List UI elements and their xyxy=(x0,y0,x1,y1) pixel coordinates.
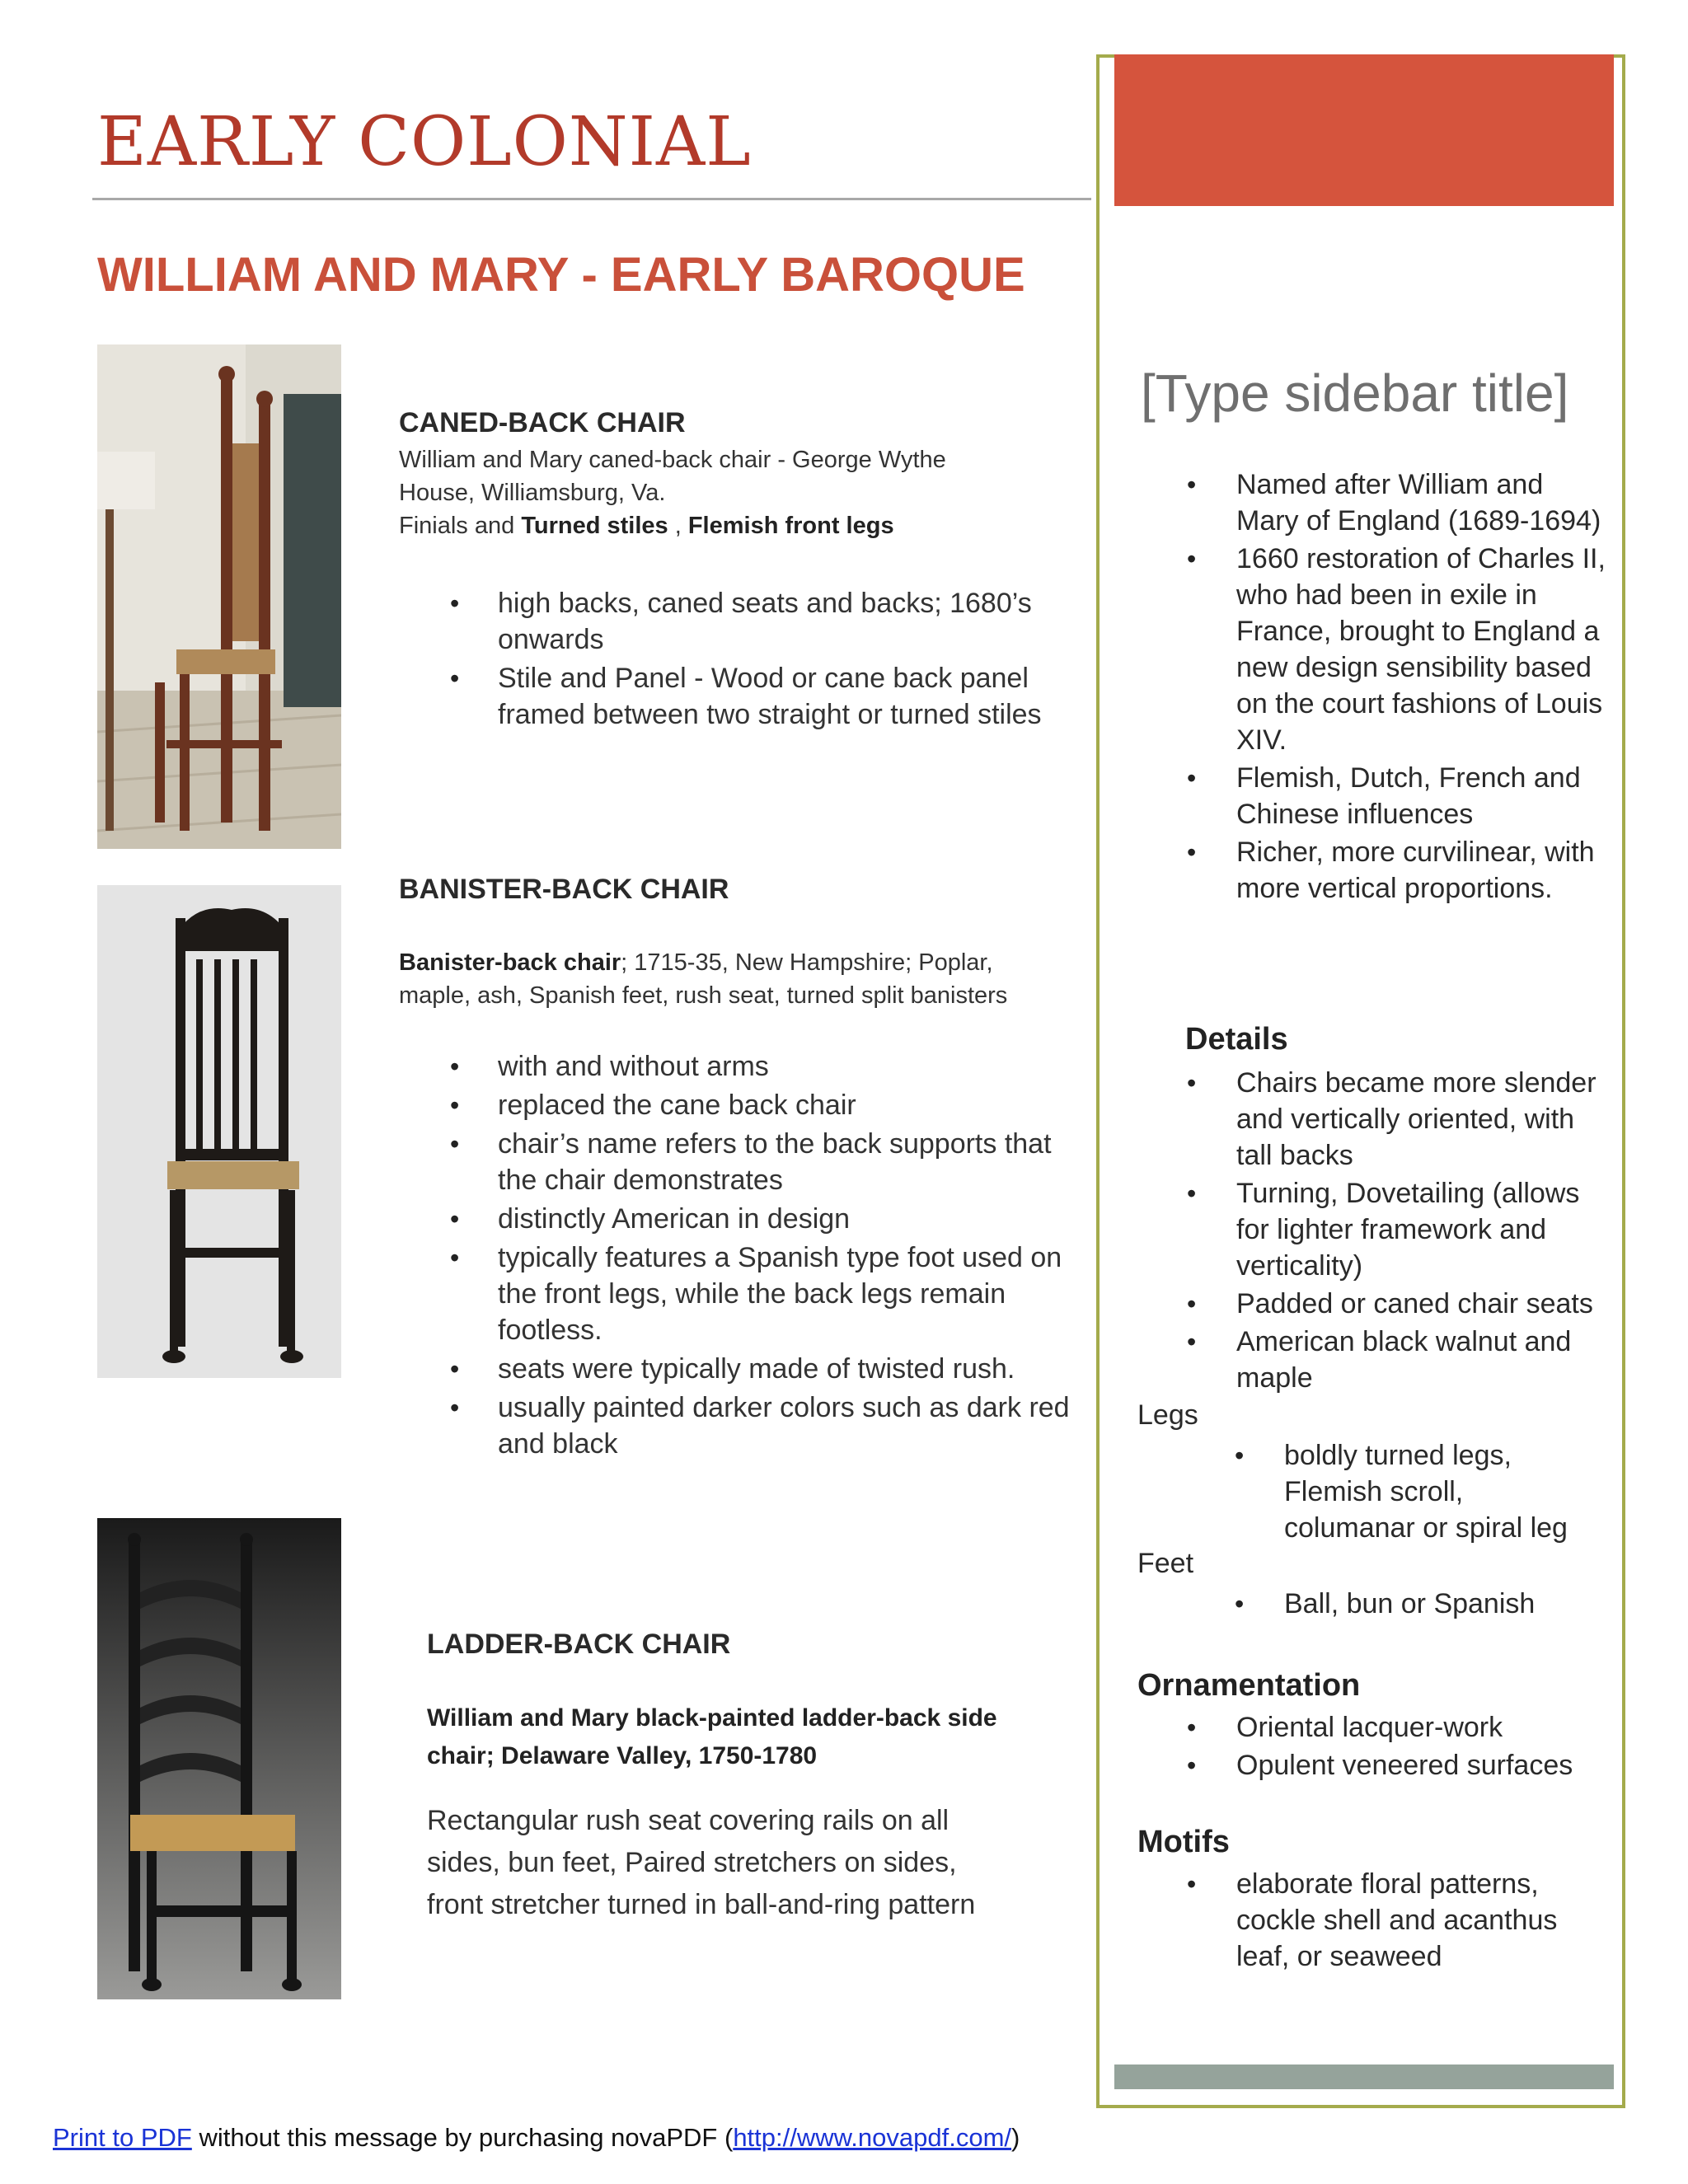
sidebar-ornamentation-heading: Ornamentation xyxy=(1137,1668,1361,1703)
list-item: • usually painted darker colors such as dark red and black xyxy=(399,1390,1075,1462)
caned-back-bullets xyxy=(399,585,1058,735)
list-item: • Oriental lacquer-work xyxy=(1185,1709,1606,1746)
list-item: • Stile and Panel - Wood or cane back panel framed between two straight or turned stiles xyxy=(399,660,1058,733)
sidebar-legs-label: Legs xyxy=(1137,1399,1198,1431)
list-item: • boldly turned legs, Flemish scroll, columanar or spiral leg xyxy=(1233,1437,1596,1546)
sidebar-intro-list xyxy=(1185,466,1606,908)
list-item: • Turning, Dovetailing (allows for lighter framework and verticality) xyxy=(1185,1175,1606,1284)
footer-text: without this message by purchasing novaPDF ( xyxy=(191,2123,734,2152)
list-item: • Chairs became more slender and vertically oriented, with tall backs xyxy=(1185,1065,1606,1174)
caned-back-chair-photo xyxy=(97,344,341,849)
sidebar-details-heading: Details xyxy=(1185,1022,1288,1057)
list-item: • chair’s name refers to the back supports that the chair demonstrates xyxy=(399,1126,1075,1198)
caption-bold: Banister-back chair xyxy=(399,949,621,976)
list-item: • Richer, more curvilinear, with more vertical proportions. xyxy=(1185,834,1606,907)
list-item: • typically features a Spanish type foot used on the front legs, while the back legs remain footless. xyxy=(399,1240,1075,1348)
banister-back-chair-title: BANISTER-BACK CHAIR xyxy=(399,874,729,905)
sidebar-feet-list xyxy=(1233,1586,1596,1624)
list-item: • American black walnut and maple xyxy=(1185,1324,1606,1396)
list-item: • elaborate floral patterns, cockle shell and acanthus leaf, or seaweed xyxy=(1185,1866,1573,1975)
list-item: • seats were typically made of twisted rush. xyxy=(399,1351,1075,1387)
print-to-pdf-link[interactable]: Print to PDF xyxy=(53,2123,192,2152)
list-item: • replaced the cane back chair xyxy=(399,1087,1075,1123)
ladder-back-chair-caption xyxy=(427,1699,1020,1775)
ladder-back-chair-photo xyxy=(97,1518,341,1999)
sidebar-header-block xyxy=(1114,54,1614,206)
list-item: • high backs, caned seats and backs; 1680’s onwards xyxy=(399,585,1058,658)
banister-back-chair-caption xyxy=(399,946,1050,1012)
sidebar-motifs-heading: Motifs xyxy=(1137,1825,1230,1859)
caption-text: Finials and xyxy=(399,513,522,539)
sidebar-details-list xyxy=(1185,1065,1606,1398)
novapdf-link[interactable]: http://www.novapdf.com/ xyxy=(733,2123,1012,2152)
sidebar-legs-list xyxy=(1233,1437,1596,1548)
list-item: • Ball, bun or Spanish xyxy=(1233,1586,1596,1622)
caption-bold: Flemish front legs xyxy=(687,513,894,539)
caption-bold: William and Mary black-painted ladder-back side chair; Delaware Valley, 1750-1780 xyxy=(427,1704,997,1769)
ladder-back-chair-title: LADDER-BACK CHAIR xyxy=(427,1629,731,1660)
ladder-back-chair-description: Rectangular rush seat covering rails on all sides, bun feet, Paired stretchers on sides, front stretcher turned in ball-and-ring pattern xyxy=(427,1805,976,1920)
list-item: • Opulent veneered surfaces xyxy=(1185,1747,1606,1783)
sidebar-ornamentation-list xyxy=(1185,1709,1606,1785)
banister-back-chair-photo xyxy=(97,885,341,1378)
sidebar-motifs-list xyxy=(1185,1866,1573,1976)
page-title: EARLY COLONIAL xyxy=(97,103,752,181)
sidebar-feet-label: Feet xyxy=(1137,1548,1194,1579)
footer-notice xyxy=(53,2123,1020,2153)
list-item: • with and without arms xyxy=(399,1048,1075,1085)
caption-text: , xyxy=(668,513,688,539)
list-item: • distinctly American in design xyxy=(399,1201,1075,1237)
sidebar-footer-bar xyxy=(1114,2064,1614,2089)
caned-back-chair-caption xyxy=(399,443,1025,542)
caned-back-caption-line2 xyxy=(399,509,1025,542)
list-item: • 1660 restoration of Charles II, who had been in exile in France, brought to England a new design sensibility based on the court fashions of Louis XIV. xyxy=(1185,541,1606,758)
caned-back-chair-title: CANED-BACK CHAIR xyxy=(399,407,686,438)
sidebar-title: [Type sidebar title] xyxy=(1141,363,1569,423)
caption-bold: Turned stiles xyxy=(521,513,668,539)
banister-back-bullets xyxy=(399,1048,1075,1465)
page-subtitle: WILLIAM AND MARY - EARLY BAROQUE xyxy=(97,248,1025,302)
title-divider xyxy=(92,198,1091,200)
list-item: • Named after William and Mary of England (1689-1694) xyxy=(1185,466,1606,539)
list-item: • Flemish, Dutch, French and Chinese influences xyxy=(1185,760,1606,832)
list-item: • Padded or caned chair seats xyxy=(1185,1286,1606,1322)
footer-text-end: ) xyxy=(1011,2123,1020,2152)
caption-text: ; 1715-35, New Hampshire; Poplar, maple, ash, Spanish feet, rush seat, turned split banisters xyxy=(399,949,1008,1009)
caned-back-caption-line1: William and Mary caned-back chair - George Wythe House, Williamsburg, Va. xyxy=(399,447,946,506)
